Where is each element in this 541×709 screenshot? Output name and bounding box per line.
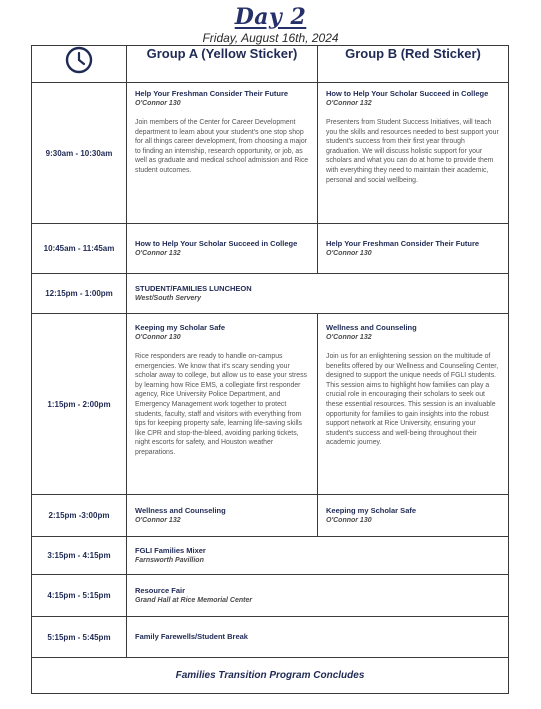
session-room: O'Connor 130 bbox=[326, 516, 372, 524]
session-description: Join members of the Center for Career Development department to learn about your student's one stop shop for all things career development, from choosing a major to finding an internship, research opportunity, or job, as well as graduate and medical school admission and Rice student outcomes. bbox=[135, 119, 309, 174]
schedule-row bbox=[32, 83, 509, 224]
session-cell bbox=[318, 495, 509, 537]
session-title: FGLI Families Mixer bbox=[135, 545, 206, 555]
schedule-row bbox=[32, 314, 509, 495]
session-cell bbox=[318, 224, 509, 274]
session-room: O'Connor 130 bbox=[135, 100, 181, 107]
time-column-header bbox=[32, 46, 127, 83]
program-conclusion: Families Transition Program Concludes bbox=[32, 658, 509, 694]
session-description: Rice responders are ready to handle on-campus emergencies. We know that it's scary sending your scholar away to college, but allow us to ease your stress by learning how Rice EMS, a collegiate first responder agency, Rice University Police Department, and Emergency Management work together to protect students, faculty, staff and visitors with everything from tips for keeping property safe, learning life-saving skills like CPR and stop-the-bleed, avoiding parking tickets, night escorts for safety, and Houston weather preparations. bbox=[135, 353, 307, 456]
schedule-row bbox=[32, 224, 509, 274]
session-title: Resource Fair bbox=[135, 585, 186, 595]
session-cell bbox=[127, 274, 509, 314]
schedule-row bbox=[32, 575, 509, 617]
session-room: O'Connor 130 bbox=[326, 249, 372, 257]
clock-icon bbox=[65, 46, 93, 74]
session-title: Keeping my Scholar Safe bbox=[135, 323, 226, 332]
session-title: Wellness and Counseling bbox=[135, 505, 226, 515]
time-slot: 3:15pm - 4:15pm bbox=[32, 537, 127, 575]
session-cell bbox=[127, 495, 318, 537]
time-slot: 9:30am - 10:30am bbox=[32, 83, 127, 224]
session-room: Farnsworth Pavillion bbox=[135, 556, 204, 564]
schedule-row bbox=[32, 274, 509, 314]
schedule-row bbox=[32, 495, 509, 537]
session-cell bbox=[127, 537, 509, 575]
session-cell bbox=[127, 83, 318, 224]
session-cell bbox=[127, 224, 318, 274]
session-title: How to Help Your Scholar Succeed in College bbox=[326, 89, 489, 98]
time-slot: 2:15pm -3:00pm bbox=[32, 495, 127, 537]
schedule-table bbox=[31, 45, 509, 694]
schedule-row bbox=[32, 537, 509, 575]
session-title: How to Help Your Scholar Succeed in College bbox=[135, 238, 298, 248]
session-title: STUDENT/FAMILIES LUNCHEON bbox=[135, 283, 252, 293]
session-title: Wellness and Counseling bbox=[326, 323, 417, 332]
event-date: Friday, August 16th, 2024 bbox=[202, 31, 339, 45]
session-description: Presenters from Student Success Initiatives, will teach you the skills and resources needed to best support your student's success from their first year through graduation. We will discuss holistic support for your scholars and what you can do at home to provide them with everything they need to maintain their academic, personal and social wellbeing. bbox=[326, 119, 499, 184]
time-slot: 12:15pm - 1:00pm bbox=[32, 274, 127, 314]
session-room: O'Connor 132 bbox=[135, 516, 181, 524]
session-room: O'Connor 132 bbox=[326, 100, 372, 107]
session-cell bbox=[127, 617, 509, 658]
time-slot: 1:15pm - 2:00pm bbox=[32, 314, 127, 495]
time-slot: 4:15pm - 5:15pm bbox=[32, 575, 127, 617]
header-row bbox=[32, 46, 509, 83]
session-room: Grand Hall at Rice Memorial Center bbox=[135, 596, 253, 604]
schedule-row bbox=[32, 617, 509, 658]
session-title: Family Farewells/Student Break bbox=[135, 632, 248, 641]
session-room: West/South Servery bbox=[135, 294, 202, 302]
session-cell bbox=[318, 83, 509, 224]
session-title: Help Your Freshman Consider Their Future bbox=[135, 89, 289, 98]
time-slot: 10:45am - 11:45am bbox=[32, 224, 127, 274]
session-cell bbox=[127, 314, 318, 495]
session-room: O'Connor 132 bbox=[135, 249, 181, 257]
day-title: Day 2 bbox=[234, 4, 307, 30]
session-cell bbox=[318, 314, 509, 495]
session-title: Keeping my Scholar Safe bbox=[326, 505, 417, 515]
time-slot: 5:15pm - 5:45pm bbox=[32, 617, 127, 658]
session-cell bbox=[127, 575, 509, 617]
group-a-header: Group A (Yellow Sticker) bbox=[127, 46, 318, 83]
footer-row bbox=[32, 658, 509, 694]
session-room: O'Connor 130 bbox=[135, 334, 181, 341]
session-room: O'Connor 132 bbox=[326, 334, 372, 341]
session-title: Help Your Freshman Consider Their Future bbox=[326, 238, 480, 248]
group-b-header: Group B (Red Sticker) bbox=[318, 46, 509, 83]
session-description: Join us for an enlightening session on the multitude of benefits offered by our Wellness and Counseling Center, designed to support the unique needs of FGLI students. This session aims to highlight how families can play a crucial role in encouraging their scholars to seek out these essential resources. This session is an invaluable opportunity for families to gain insights into the robust support network at Rice University, ensuring your student's success and well-being throughout their academic journey. bbox=[326, 353, 499, 447]
